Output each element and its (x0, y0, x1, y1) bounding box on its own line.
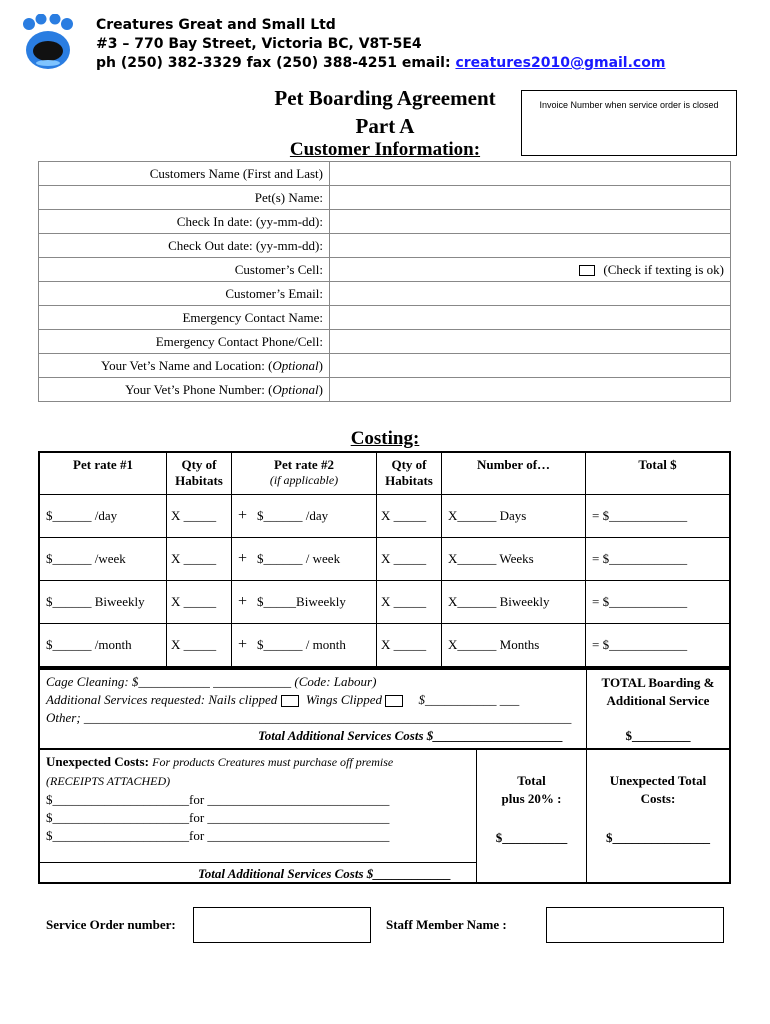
company-address: #3 – 770 Bay Street, Victoria BC, V8T-5E4 (96, 36, 422, 52)
cell-field[interactable] (330, 258, 731, 282)
service-order-field[interactable] (193, 907, 371, 943)
unexpected-total-label: Unexpected Total Costs: (609, 773, 707, 806)
header-qty2: Qty of Habitats (377, 452, 442, 494)
field-label: Check In date: (yy-mm-dd): (39, 210, 330, 234)
total-boarding-label: TOTAL Boarding & Additional Service (601, 675, 715, 708)
rate2-cell[interactable]: + $_____Biweekly (232, 580, 377, 623)
vet-name-field[interactable] (330, 354, 731, 378)
wings-checkbox[interactable] (385, 695, 403, 707)
staff-name-label: Staff Member Name : (386, 917, 507, 932)
total-boarding-amount[interactable]: $_________ (625, 728, 691, 743)
rate1-cell[interactable]: $______ Biweekly (39, 580, 167, 623)
customer-section-title: Customer Information: (289, 139, 481, 160)
qty2-cell[interactable]: X _____ (377, 494, 442, 537)
number-cell[interactable]: X______ Weeks (442, 537, 586, 580)
texting-checkbox[interactable] (579, 265, 595, 276)
other-line[interactable]: Other; ___________________________________________________________________________ (46, 710, 572, 725)
table-row (39, 378, 731, 402)
rate1-cell[interactable]: $______ /day (39, 494, 167, 537)
number-cell[interactable]: X______ Months (442, 623, 586, 667)
total-cell[interactable]: = $____________ (586, 537, 731, 580)
doc-title: Pet Boarding Agreement (274, 86, 496, 110)
email-field[interactable] (330, 282, 731, 306)
rate2-cell[interactable]: + $______ / month (232, 623, 377, 667)
invoice-number-box[interactable] (521, 90, 737, 156)
paw-logo (20, 14, 76, 72)
header-rate1: Pet rate #1 (39, 452, 167, 494)
total-cell[interactable]: = $____________ (586, 623, 731, 667)
rate1-cell[interactable]: $______ /week (39, 537, 167, 580)
table-row (39, 186, 731, 210)
header-number-of: Number of… (442, 452, 586, 494)
qty1-cell[interactable]: X _____ (167, 580, 232, 623)
total-plus-20-amount[interactable]: $__________ (495, 830, 568, 845)
invoice-label: Invoice Number when service order is closed (539, 100, 719, 110)
qty1-cell[interactable]: X _____ (167, 537, 232, 580)
field-label: Your Vet’s Phone Number: (Optional) (39, 378, 330, 402)
check-in-field[interactable] (330, 210, 731, 234)
unexpected-total-amount[interactable]: $_______________ (606, 830, 710, 845)
qty1-cell[interactable]: X _____ (167, 494, 232, 537)
field-label: Customers Name (First and Last) (39, 162, 330, 186)
qty2-cell[interactable]: X _____ (377, 537, 442, 580)
qty2-cell[interactable]: X _____ (377, 623, 442, 667)
table-row (39, 282, 731, 306)
number-cell[interactable]: X______ Biweekly (442, 580, 586, 623)
field-label: Customer’s Email: (39, 282, 330, 306)
cage-cleaning-line[interactable]: Cage Cleaning: $___________ ____________ (Code: Labour) (46, 674, 377, 689)
name-field[interactable] (330, 162, 731, 186)
rate2-cell[interactable]: + $______ / week (232, 537, 377, 580)
table-row (39, 330, 731, 354)
header-qty1: Qty of Habitats (167, 452, 232, 494)
staff-name-field[interactable] (546, 907, 724, 943)
field-label: Customer’s Cell: (39, 258, 330, 282)
total-cell[interactable]: = $____________ (586, 494, 731, 537)
check-out-field[interactable] (330, 234, 731, 258)
receipts-note: (RECEIPTS ATTACHED) (46, 774, 171, 788)
company-contact: ph (250) 382-3329 fax (250) 388-4251 email: creatures2010@gmail.com (96, 55, 666, 71)
nails-checkbox[interactable] (281, 695, 299, 707)
emergency-phone-field[interactable] (330, 330, 731, 354)
service-order-label: Service Order number: (46, 917, 176, 932)
unexpected-line-3[interactable]: $_____________________for ____________________________ (46, 828, 390, 843)
table-header-row (39, 452, 730, 494)
table-row (39, 537, 730, 580)
additional-total-line[interactable]: Total Additional Services Costs $____________________ (258, 728, 564, 743)
number-cell[interactable]: X______ Days (442, 494, 586, 537)
company-name: Creatures Great and Small Ltd (96, 17, 336, 33)
pet-name-field[interactable] (330, 186, 731, 210)
doc-subtitle: Part A (355, 114, 415, 138)
table-row (39, 354, 731, 378)
unexpected-line-2[interactable]: $_____________________for ____________________________ (46, 810, 390, 825)
table-row (39, 494, 730, 537)
qty2-cell[interactable]: X _____ (377, 580, 442, 623)
table-row (39, 210, 731, 234)
header-rate2: Pet rate #2 (if applicable) (232, 452, 377, 494)
texting-label: (Check if texting is ok) (603, 261, 724, 277)
header-total: Total $ (586, 452, 731, 494)
qty1-cell[interactable]: X _____ (167, 623, 232, 667)
emergency-name-field[interactable] (330, 306, 731, 330)
unexpected-costs-heading: Unexpected Costs: For products Creatures must purchase off premise (46, 754, 394, 769)
total-cell[interactable]: = $____________ (586, 580, 731, 623)
field-label: Emergency Contact Phone/Cell: (39, 330, 330, 354)
field-label: Your Vet’s Name and Location: (Optional) (39, 354, 330, 378)
table-row (39, 234, 731, 258)
rate2-cell[interactable]: + $______ /day (232, 494, 377, 537)
table-row (39, 162, 731, 186)
field-label: Check Out date: (yy-mm-dd): (39, 234, 330, 258)
field-label: Emergency Contact Name: (39, 306, 330, 330)
table-row (39, 623, 730, 667)
table-row (39, 580, 730, 623)
field-label: Pet(s) Name: (39, 186, 330, 210)
vet-phone-field[interactable] (330, 378, 731, 402)
costing-table (38, 451, 731, 668)
total-plus-20-label: Total plus 20% : (501, 773, 562, 806)
costing-section-title: Costing: (350, 428, 420, 449)
customer-info-table (38, 161, 731, 402)
table-row (39, 258, 731, 282)
table-row (39, 306, 731, 330)
unexpected-total-line[interactable]: Total Additional Services Costs $____________ (198, 866, 452, 881)
services-line: Additional Services requested: Nails clipped Wings Clipped $___________ ___ (46, 692, 520, 707)
unexpected-line-1[interactable]: $_____________________for ____________________________ (46, 792, 390, 807)
additional-costs-section (38, 668, 731, 884)
rate1-cell[interactable]: $______ /month (39, 623, 167, 667)
email-link[interactable]: creatures2010@gmail.com (455, 55, 666, 71)
